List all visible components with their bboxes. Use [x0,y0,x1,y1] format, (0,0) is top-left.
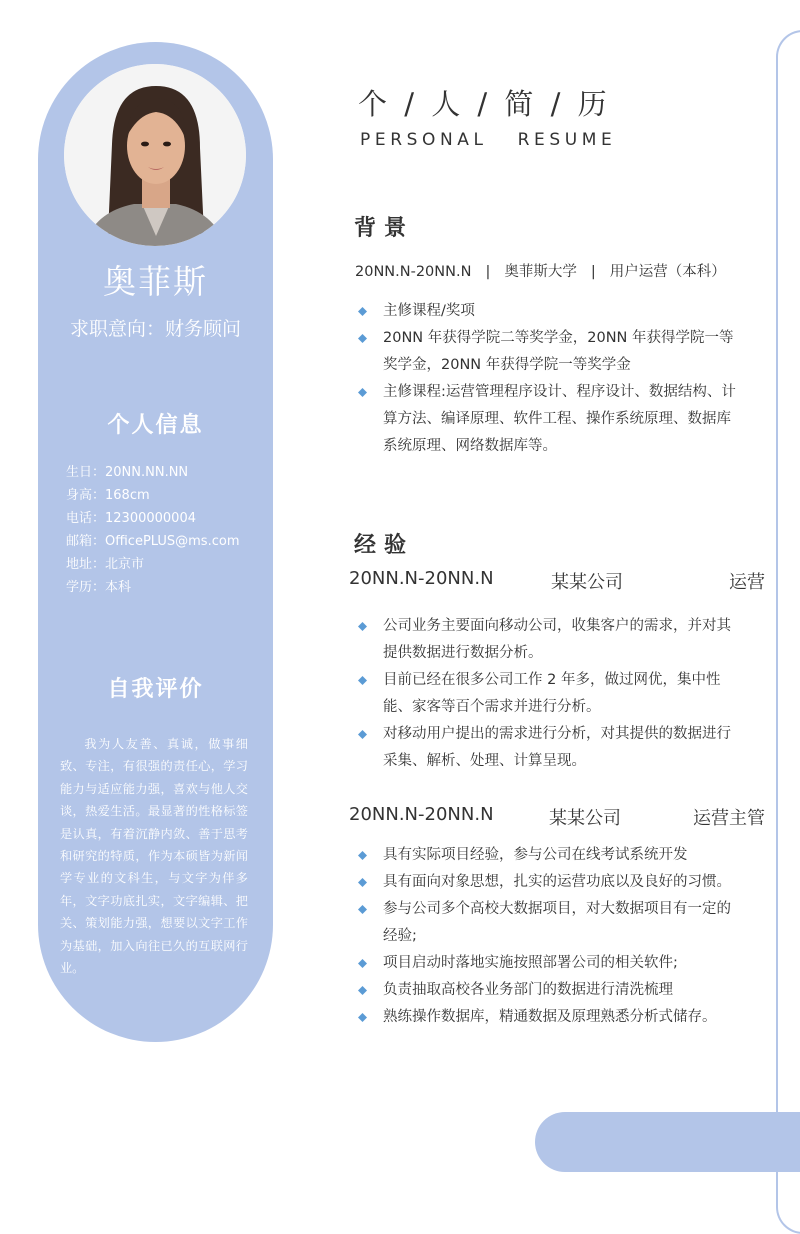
list-item [357,721,742,775]
list-item-text: 具有实际项目经验，参与公司在线考试系统开发 [383,847,688,863]
job-company: 某某公司 [551,572,623,593]
diamond-bullet-icon [358,851,367,860]
list-item-text: 熟练操作数据库，精通数据及原理熟悉分析式储存。 [383,1009,717,1025]
list-item-text: 20NN 年获得学院二等奖学金，20NN 年获得学院一等奖学金，20NN 年获得学院一等奖学金 [383,330,734,373]
diamond-bullet-icon [358,905,367,914]
job-header [349,568,765,594]
info-address: 地址：北京市 [66,557,145,572]
self-evaluation-title: 自我评价 [107,677,204,702]
list-item [357,1004,742,1031]
list-item-text: 具有面向对象思想，扎实的运营功底以及良好的习惯。 [383,874,731,890]
list-item-text: 主修课程/奖项 [383,303,475,319]
diamond-bullet-icon [358,388,367,397]
avatar [64,64,246,246]
diamond-bullet-icon [358,622,367,631]
candidate-name: 奥菲斯 [103,262,208,301]
diamond-bullet-icon [358,676,367,685]
diamond-bullet-icon [358,959,367,968]
diamond-bullet-icon [358,1013,367,1022]
job-bullet-list [357,842,742,1031]
experience-title: 经验 [354,533,415,558]
job-role: 运营主管 [693,808,765,829]
background-title: 背景 [354,216,415,241]
education-line [355,260,726,281]
info-height: 身高：168cm [66,488,150,503]
personal-info-title: 个人信息 [107,413,204,438]
job-role: 运营 [729,572,765,593]
page-title: 个 / 人 / 简 / 历 [358,87,611,121]
diamond-bullet-icon [358,307,367,316]
list-item [357,842,742,869]
diamond-bullet-icon [358,878,367,887]
info-education: 学历：本科 [66,580,132,595]
education-period: 20NN.N-20NN.N [355,264,472,280]
list-item [357,325,742,379]
separator: | [485,264,491,280]
background-bullet-list [357,298,742,460]
right-decorative-border [776,30,800,1234]
diamond-bullet-icon [358,986,367,995]
info-birthday: 生日：20NN.NN.NN [66,465,189,480]
list-item-text: 主修课程:运营管理程序设计、程序设计、数据结构、计算方法、编译原理、软件工程、操作系统原理、数据库系统原理、网络数据库等。 [383,384,736,454]
info-email: 邮箱：OfficePLUS@ms.com [66,534,240,549]
list-item-text: 项目启动时落地实施按照部署公司的相关软件; [383,955,678,971]
job-period: 20NN.N-20NN.N [349,804,494,825]
job-period: 20NN.N-20NN.N [349,568,494,589]
school-name: 奥菲斯大学 [504,264,577,280]
major-name: 用户运营（本科） [609,264,726,280]
list-item [357,613,742,667]
diamond-bullet-icon [358,334,367,343]
job-intent: 求职意向：财务顾问 [69,318,241,340]
self-evaluation-text: 我为人友善、真诚，做事细致、专注，有很强的责任心，学习能力与适应能力强，喜欢与他人交谈，热爱生活。最显著的性格标签是认真，有着沉静内敛、善于思考和研究的特质，作为本硕皆为新闻学专业的文科生，与文字为伴多年，文字功底扎实，文字编辑、把关、策划能力强，想要以文字工作为基础，加入向往已久的互联网行业。 [60,737,248,976]
job-company: 某某公司 [549,808,621,829]
list-item [357,977,742,1004]
list-item [357,667,742,721]
list-item-text: 对移动用户提出的需求进行分析，对其提供的数据进行采集、解析、处理、计算呈现。 [383,726,731,769]
page-subtitle: PERSONAL RESUME [360,130,617,150]
list-item-text: 参与公司多个高校大数据项目，对大数据项目有一定的经验; [383,901,731,944]
job-header [349,804,765,830]
list-item-text: 公司业务主要面向移动公司，收集客户的需求，并对其提供数据进行数据分析。 [383,618,731,661]
diamond-bullet-icon [358,730,367,739]
list-item [357,869,742,896]
list-item-text: 负责抽取高校各业务部门的数据进行清洗梳理 [383,982,673,998]
personal-info-list [66,461,239,599]
list-item [357,379,742,460]
separator: | [590,264,596,280]
list-item [357,950,742,977]
bottom-decorative-shape [535,1112,800,1172]
job-bullet-list [357,613,742,775]
list-item-text: 目前已经在很多公司工作 2 年多，做过网优，集中性能、家客等百个需求并进行分析。 [383,672,721,715]
list-item [357,298,742,325]
list-item [357,896,742,950]
info-phone: 电话：12300000004 [66,511,196,526]
